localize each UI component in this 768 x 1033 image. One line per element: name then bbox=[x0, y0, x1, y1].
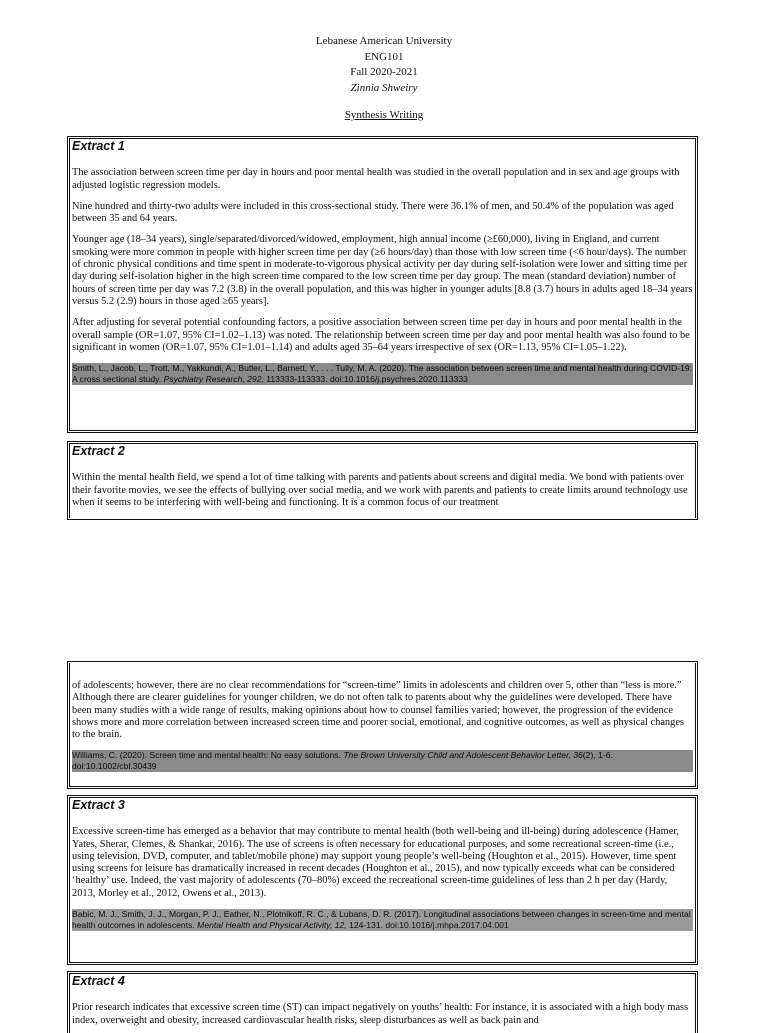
extract-1-box bbox=[69, 138, 696, 431]
extract-2-paragraph-continued: of adolescents; however, there are no clear recommendations for “screen-time” limits in adolescents and children over 5, other than “less is more.” Although there are clearer guidelines for younger children, we do not often talk to parents about why the guidelines were developed. There have been many studies with a wide range of results, making opinions about how to counsel families varied; however, the progression of the evidence shows more and more correlation between increased screen time and poorer social, emotional, and cognitive outcomes, as well as physical changes to the brain. bbox=[72, 680, 684, 741]
extract-1-paragraph: After adjusting for several potential confounding factors, a positive association between screen time per day in hours and poor mental health in the overall sample (OR=1.07, 95% CI=1.02–1.13) was noted. The relationship between screen time per day and poor mental health was also found to be significant in women (OR=1.07, 95% CI=1.01–1.14) and adults aged 35–64 years irrespective of sex (OR=1.13, 95% CI=1.05–1.22). bbox=[72, 317, 690, 353]
extract-2-box-top bbox=[69, 443, 696, 518]
citation-journal: The Brown University Child and Adolescent Behavior Letter, 36 bbox=[343, 750, 583, 761]
author-name: Zinnia Shweiry bbox=[350, 81, 418, 94]
citation-tail: (2), 1-6. doi:10.1002/cbl.30439 bbox=[72, 750, 613, 772]
term: Fall 2020-2021 bbox=[350, 66, 418, 78]
extract-2-paragraph: Within the mental health field, we spend a lot of time talking with parents and patients about screens and digital media. We bond with patients over their favorite movies, we see the effects of bullying over social media, and we work with parents and patients to create limits around technology use when it seems to be interfering with well-being and functioning. It is a common focus of our treatment bbox=[72, 472, 688, 508]
extract-3-citation bbox=[72, 909, 693, 931]
extract-3-heading: Extract 3 bbox=[72, 798, 125, 812]
extract-3-box bbox=[69, 797, 696, 963]
extract-2-heading: Extract 2 bbox=[72, 444, 125, 458]
extract-1-paragraph: Younger age (18–34 years), single/separated/divorced/widowed, employment, high annual income (≥£60,000), living in England, and current smoking were more common in people with higher screen time per day (≥6 hours/day) than those with low screen time (<6 hour/days). The number of chronic physical conditions and time spent in moderate-to-vigorous physical activity per day during self-isolation were lower and sitting time per day during self-isolation higher in the high screen time compared to the low screen time per day group. The mean (standard deviation) number of hours of screen time per day was 7.2 (3.8) in the overall population, and this was higher in younger adults [8.8 (3.7) hours in adults aged 18–34 years versus 5.2 (2.9) hours in those aged ≥65 years]. bbox=[72, 234, 693, 307]
extract-1-paragraph: The association between screen time per day in hours and poor mental health was studied in the overall population and in sex and age groups with adjusted logistic regression models. bbox=[72, 167, 680, 191]
university-name: Lebanese American University bbox=[315, 35, 453, 47]
extract-1-citation bbox=[72, 363, 693, 385]
extract-1-paragraph: Nine hundred and thirty-two adults were included in this cross-sectional study. There were 36.1% of men, and 50.4% of the population was aged between 35 and 64 years. bbox=[72, 200, 674, 225]
extract-1-heading: Extract 1 bbox=[72, 139, 125, 153]
citation-text: Williams, C. (2020). Screen time and mental health: No easy solutions. bbox=[72, 750, 344, 761]
extract-2-citation bbox=[72, 750, 693, 772]
extract-3-paragraph: Excessive screen-time has emerged as a behavior that may contribute to mental health (both well-being and ill-being) during adolescence (Hamer, Yates, Sherar, Clemes, & Shankar, 2016). The use of screens is often necessary for educational purposes, and some recreational screen-time (i.e., using television, DVD, computer, and tablet/mobile phone) may support young people’s well-being (Houghton et al., 2015). However, time spent using screens for leisure has dramatically increased in recent decades (Houghton et al., 2015), and now typically exceeds what can be considered ‘healthy’ use. Indeed, the vast majority of adolescents (70–80%) exceed the recreational screen-time guidelines of less than 2 h per day (Hardy, 2013, Morley et al., 2012, Owens et al., 2013). bbox=[72, 826, 680, 899]
citation-journal: Psychiatry Research, 292, bbox=[163, 374, 264, 385]
extract-4-heading: Extract 4 bbox=[72, 974, 125, 988]
extract-4-paragraph: Prior research indicates that excessive screen time (ST) can impact negatively on youths’ health: For instance, it is associated with a high body mass index, overweight and obesity, increased cardiovascular health risks, sleep disturbances as well as back pain and bbox=[72, 1002, 689, 1026]
citation-journal: Mental Health and Physical Activity, 12, bbox=[197, 920, 347, 931]
extract-2-box-continued bbox=[69, 663, 696, 787]
citation-tail: 113333-113333. doi:10.1016/j.psychres.2020.113333 bbox=[263, 374, 468, 385]
citation-tail: 124-131. doi:10.1016/j.mhpa.2017.04.001 bbox=[346, 920, 509, 931]
extract-4-box bbox=[69, 973, 696, 1033]
document-title: Synthesis Writing bbox=[344, 109, 424, 121]
citation-text: Smith, L., Jacob, L., Trott, M., Yakkundi, A., Butler, L., Barnett, Y., . . . Tully, M. A. (2020). The association between screen time and mental health during COVID-19: A cross sectional study. bbox=[72, 363, 693, 385]
course-code: ENG101 bbox=[364, 50, 404, 63]
citation-text: Babic, M. J., Smith, J. J., Morgan, P. J., Eather, N., Plotnikoff, R. C., & Lubans, D. R. (2017). Longitudinal associations between changes in screen-time and mental health outcomes in adolescents. bbox=[72, 909, 691, 931]
document-header bbox=[0, 34, 768, 96]
